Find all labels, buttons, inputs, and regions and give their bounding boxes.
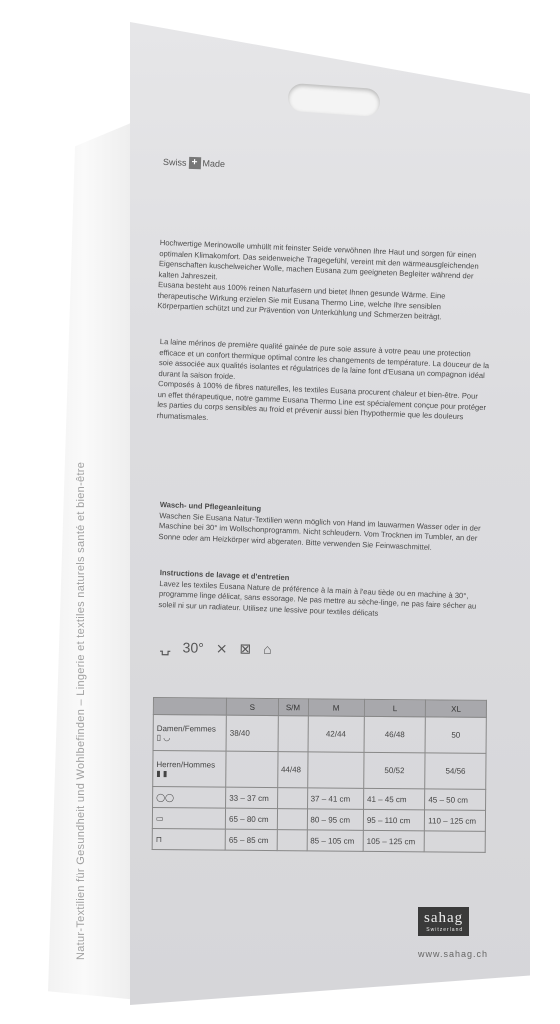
wash-30-icon: 30° — [182, 639, 204, 656]
table-row — [152, 808, 485, 832]
box-side-panel — [48, 120, 138, 1000]
fr-paragraph-1: La laine mérinos de première qualité gainée de pure soie assure à votre peau une protection efficace et un confort thermique optimal contre les changements de température. La douceur de la soie associée aux qualités isolantes et régulatrices de la laine font d'Eusana un compagnon idéal durant la saison froide. — [158, 337, 490, 381]
no-tumble-dry-icon: ⊠ — [239, 640, 252, 657]
row-label-cell — [153, 751, 226, 788]
made-label: Made — [202, 158, 226, 170]
row-label: Damen/Femmes — [156, 723, 216, 734]
size-header-cell: S — [226, 698, 278, 715]
table-cell: 45 – 50 cm — [425, 789, 486, 811]
table-cell — [277, 788, 307, 809]
table-cell: 50/52 — [364, 752, 426, 789]
table-cell: 80 – 95 cm — [307, 809, 364, 830]
table-cell — [226, 751, 278, 787]
care-fr-text: Lavez les textiles Eusana Nature de préférence à la main à l'eau tiède ou en machine à 30°, programme linge délicat, sans essorage. Ne pas mettre au sèche-linge, ne pas faire sécher au soleil ni sur un radiateur. Utilisez une lessive pour textiles délicats — [158, 578, 477, 618]
de-paragraph-2: Eusana besteht aus 100% reinen Naturfasern und bietet Ihnen gesunde Wärme. Eine therapeutische Wirkung erzielen Sie mit Eusana Thermo Line, welche Ihre sensiblen Körperpartien schützt und zur Prävention von Unterkühlung und Schmerzen beiträgt. — [157, 279, 446, 322]
description-fr — [157, 337, 490, 434]
table-cell: 54/56 — [425, 753, 486, 790]
care-de-text: Waschen Sie Eusana Natur-Textilien wenn möglich von Hand im lauwarmen Wasser oder in der Maschine bei 30° im Wollschonprogramm. Nicht schleudern. Vom Trocknen im Tumbler, an der Sonne oder am Heizkörper wird abgeraten. Bitte verwenden Sie Feinwaschmittel. — [158, 510, 481, 552]
table-cell: 95 – 110 cm — [363, 809, 425, 831]
womens-garment-icon: ▯ ◡ — [156, 732, 171, 742]
table-cell: 50 — [425, 717, 486, 754]
website-url: www.sahag.ch — [418, 949, 489, 959]
logo-sub: Switzerland — [426, 927, 464, 933]
table-cell — [277, 830, 307, 851]
de-paragraph-1: Hochwertige Merinowolle umhüllt mit feinster Seide verwöhnen Ihre Haut und sorgen für einen optimalen Klimakomfort. Das seidenweiche Tragegefühl, vereint mit den wärmeausgleichenden Eigenschaften kuschelweicher Wolle, machen Eusana zum geeigneten Begleiter während der kalten Jahreszeit. — [158, 238, 479, 281]
mens-garment-icon: ▮ ▮ — [156, 768, 168, 778]
table-cell — [278, 716, 308, 752]
waist-measure-icon: ▭ — [152, 808, 225, 830]
table-row — [153, 751, 486, 790]
sahag-logo — [418, 907, 469, 936]
row-label: Herren/Hommes — [156, 759, 216, 770]
table-cell: 110 – 125 cm — [425, 810, 486, 832]
care-icons — [160, 639, 272, 658]
swiss-cross-icon: + — [188, 157, 200, 169]
table-cell: 65 – 80 cm — [225, 808, 277, 829]
no-bleach-icon: ⨯ — [215, 639, 228, 657]
table-cell: 85 – 105 cm — [307, 830, 364, 851]
iron-icon: ⌂ — [263, 640, 272, 657]
table-cell: 105 – 125 cm — [363, 830, 425, 852]
size-header-cell: S/M — [278, 699, 308, 716]
logo-name: sahag — [424, 910, 464, 926]
table-cell — [307, 752, 364, 788]
table-row — [153, 715, 486, 754]
size-header-cell: M — [308, 699, 365, 716]
side-text: Natur-Textilien für Gesundheit und Wohlbefinden – Lingerie et textiles naturels santé et bien-être — [75, 461, 87, 960]
table-cell: 46/48 — [364, 716, 426, 753]
swiss-label: Swiss — [162, 156, 187, 168]
hand-wash-icon: ⍽ — [159, 639, 171, 656]
hip-measure-icon: ⊓ — [152, 828, 225, 850]
size-header-cell: L — [364, 699, 425, 717]
table-cell: 38/40 — [226, 715, 278, 751]
table-cell: 41 – 45 cm — [363, 788, 425, 810]
care-de-title: Wasch- und Pflegeanleitung — [159, 500, 262, 514]
table-cell: 37 – 41 cm — [307, 788, 364, 809]
bust-measure-icon: ◯◯ — [153, 787, 226, 809]
table-cell: 42/44 — [308, 716, 365, 752]
table-cell: 33 – 37 cm — [226, 787, 278, 808]
size-table — [152, 697, 487, 853]
care-fr-title: Instructions de lavage et d'entretien — [159, 568, 290, 583]
description-de — [157, 238, 490, 325]
size-header-cell: XL — [426, 700, 487, 718]
row-label-cell — [153, 715, 226, 752]
table-cell: 44/48 — [277, 752, 307, 788]
table-cell — [277, 809, 307, 830]
fr-paragraph-2: Composés à 100% de fibres naturelles, les textiles Eusana procurent chaleur et bien-être. Pour un effet thérapeutique, notre gamme Eusana Thermo Line est spécialement conçue pour protéger les parties du corps sensibles au froid et prévenir aussi bien l'hypothermie que les douleurs rhumatismales. — [156, 378, 487, 422]
swiss-made-badge — [163, 156, 225, 170]
table-row — [153, 787, 486, 811]
table-cell — [424, 831, 485, 853]
table-row — [152, 828, 485, 852]
size-header-cell — [153, 698, 226, 716]
table-cell: 65 – 85 cm — [225, 829, 277, 850]
